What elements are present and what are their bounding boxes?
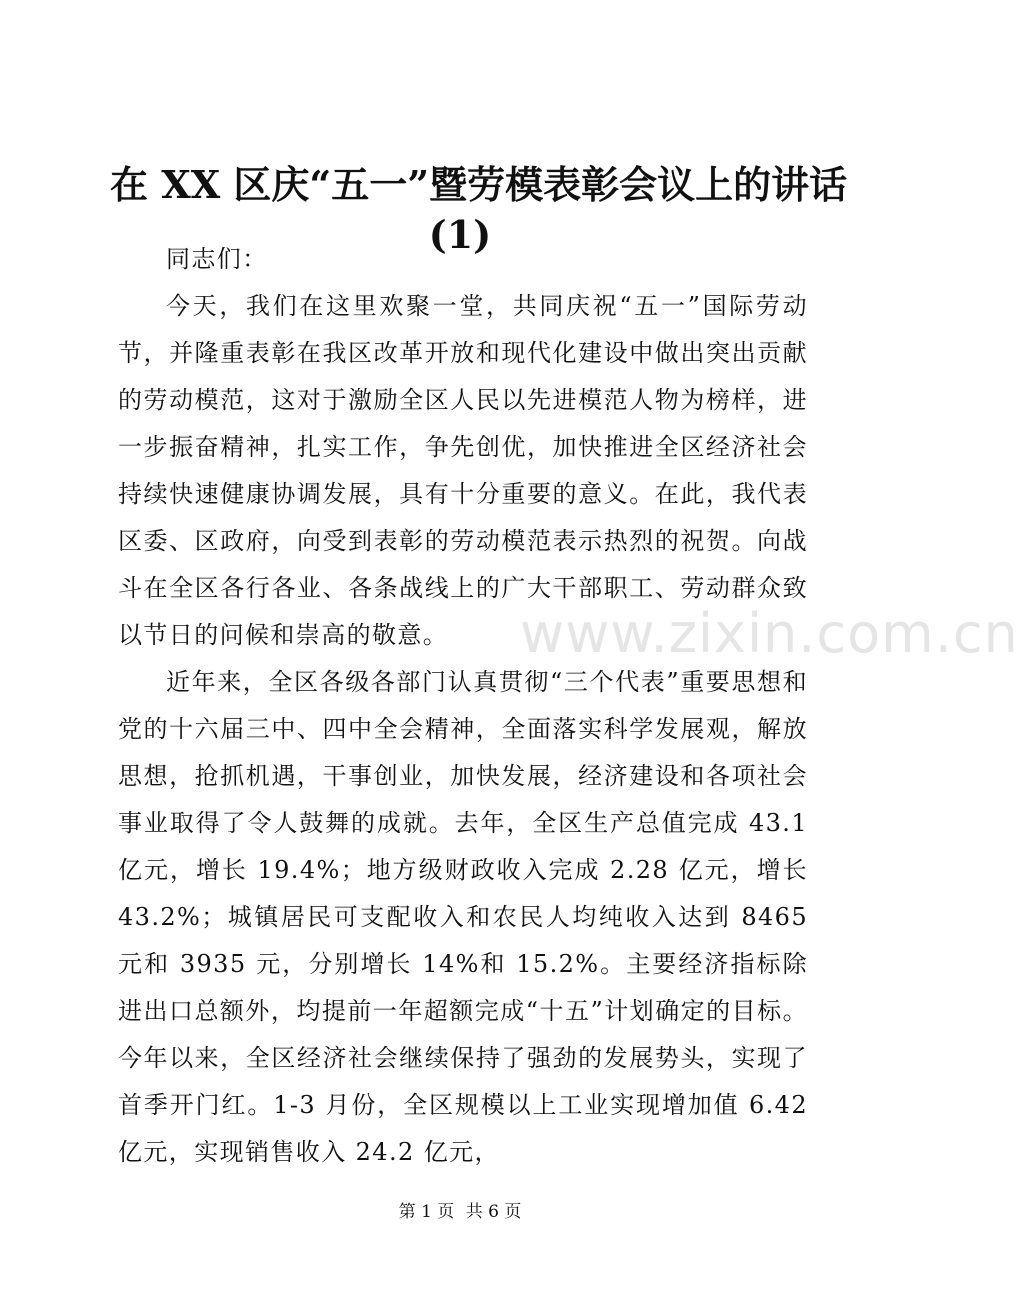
title-line-2: (1) [428,212,492,257]
page-footer [0,1200,920,1224]
watermark: www.zixin.com.cn [520,602,1019,665]
title-line-1: 在 XX 区庆“五一”暨劳模表彰会议上的讲话 [110,162,848,207]
document-body [118,236,808,1176]
paragraph-1: 今天，我们在这里欢聚一堂，共同庆祝“五一”国际劳动节，并隆重表彰在我区改革开放和现代化建设中做出突出贡献的劳动模范，这对于激励全区人民以先进模范人物为榜样，进一步振奋精神，扎实工作，争先创优，加快推进全区经济社会持续快速健康协调发展，具有十分重要的意义。在此，我代表区委、区政府，向受到表彰的劳动模范表示热烈的祝贺。向战斗在全区各行各业、各条战线上的广大干部职工、劳动群众致以节日的问候和崇高的敬意。 [118,292,808,649]
salutation: 同志们： [166,245,268,273]
page-number: 第 1 页 [398,1202,455,1222]
page-total: 共 6 页 [465,1202,522,1222]
paragraph-2: 近年来，全区各级各部门认真贯彻“三个代表”重要思想和党的十六届三中、四中全会精神，全面落实科学发展观，解放思想，抢抓机遇，干事创业，加快发展，经济建设和各项社会事业取得了令人鼓舞的成就。去年，全区生产总值完成 43.1 亿元，增长 19.4%；地方级财政收入完成 2.28 亿元，增长 43.2%；城镇居民可支配收入和农民人均纯收入达到 8465 元和 3935 元，分别增长 14%和 15.2%。主要经济指标除进出口总额外，均提前一年超额完成“十五”计划确定的目标。今年以来，全区经济社会继续保持了强劲的发展势头，实现了首季开门红。1-3 月份，全区规模以上工业实现增加值 6.42 亿元，实现销售收入 24.2 亿元， [118,668,808,1166]
